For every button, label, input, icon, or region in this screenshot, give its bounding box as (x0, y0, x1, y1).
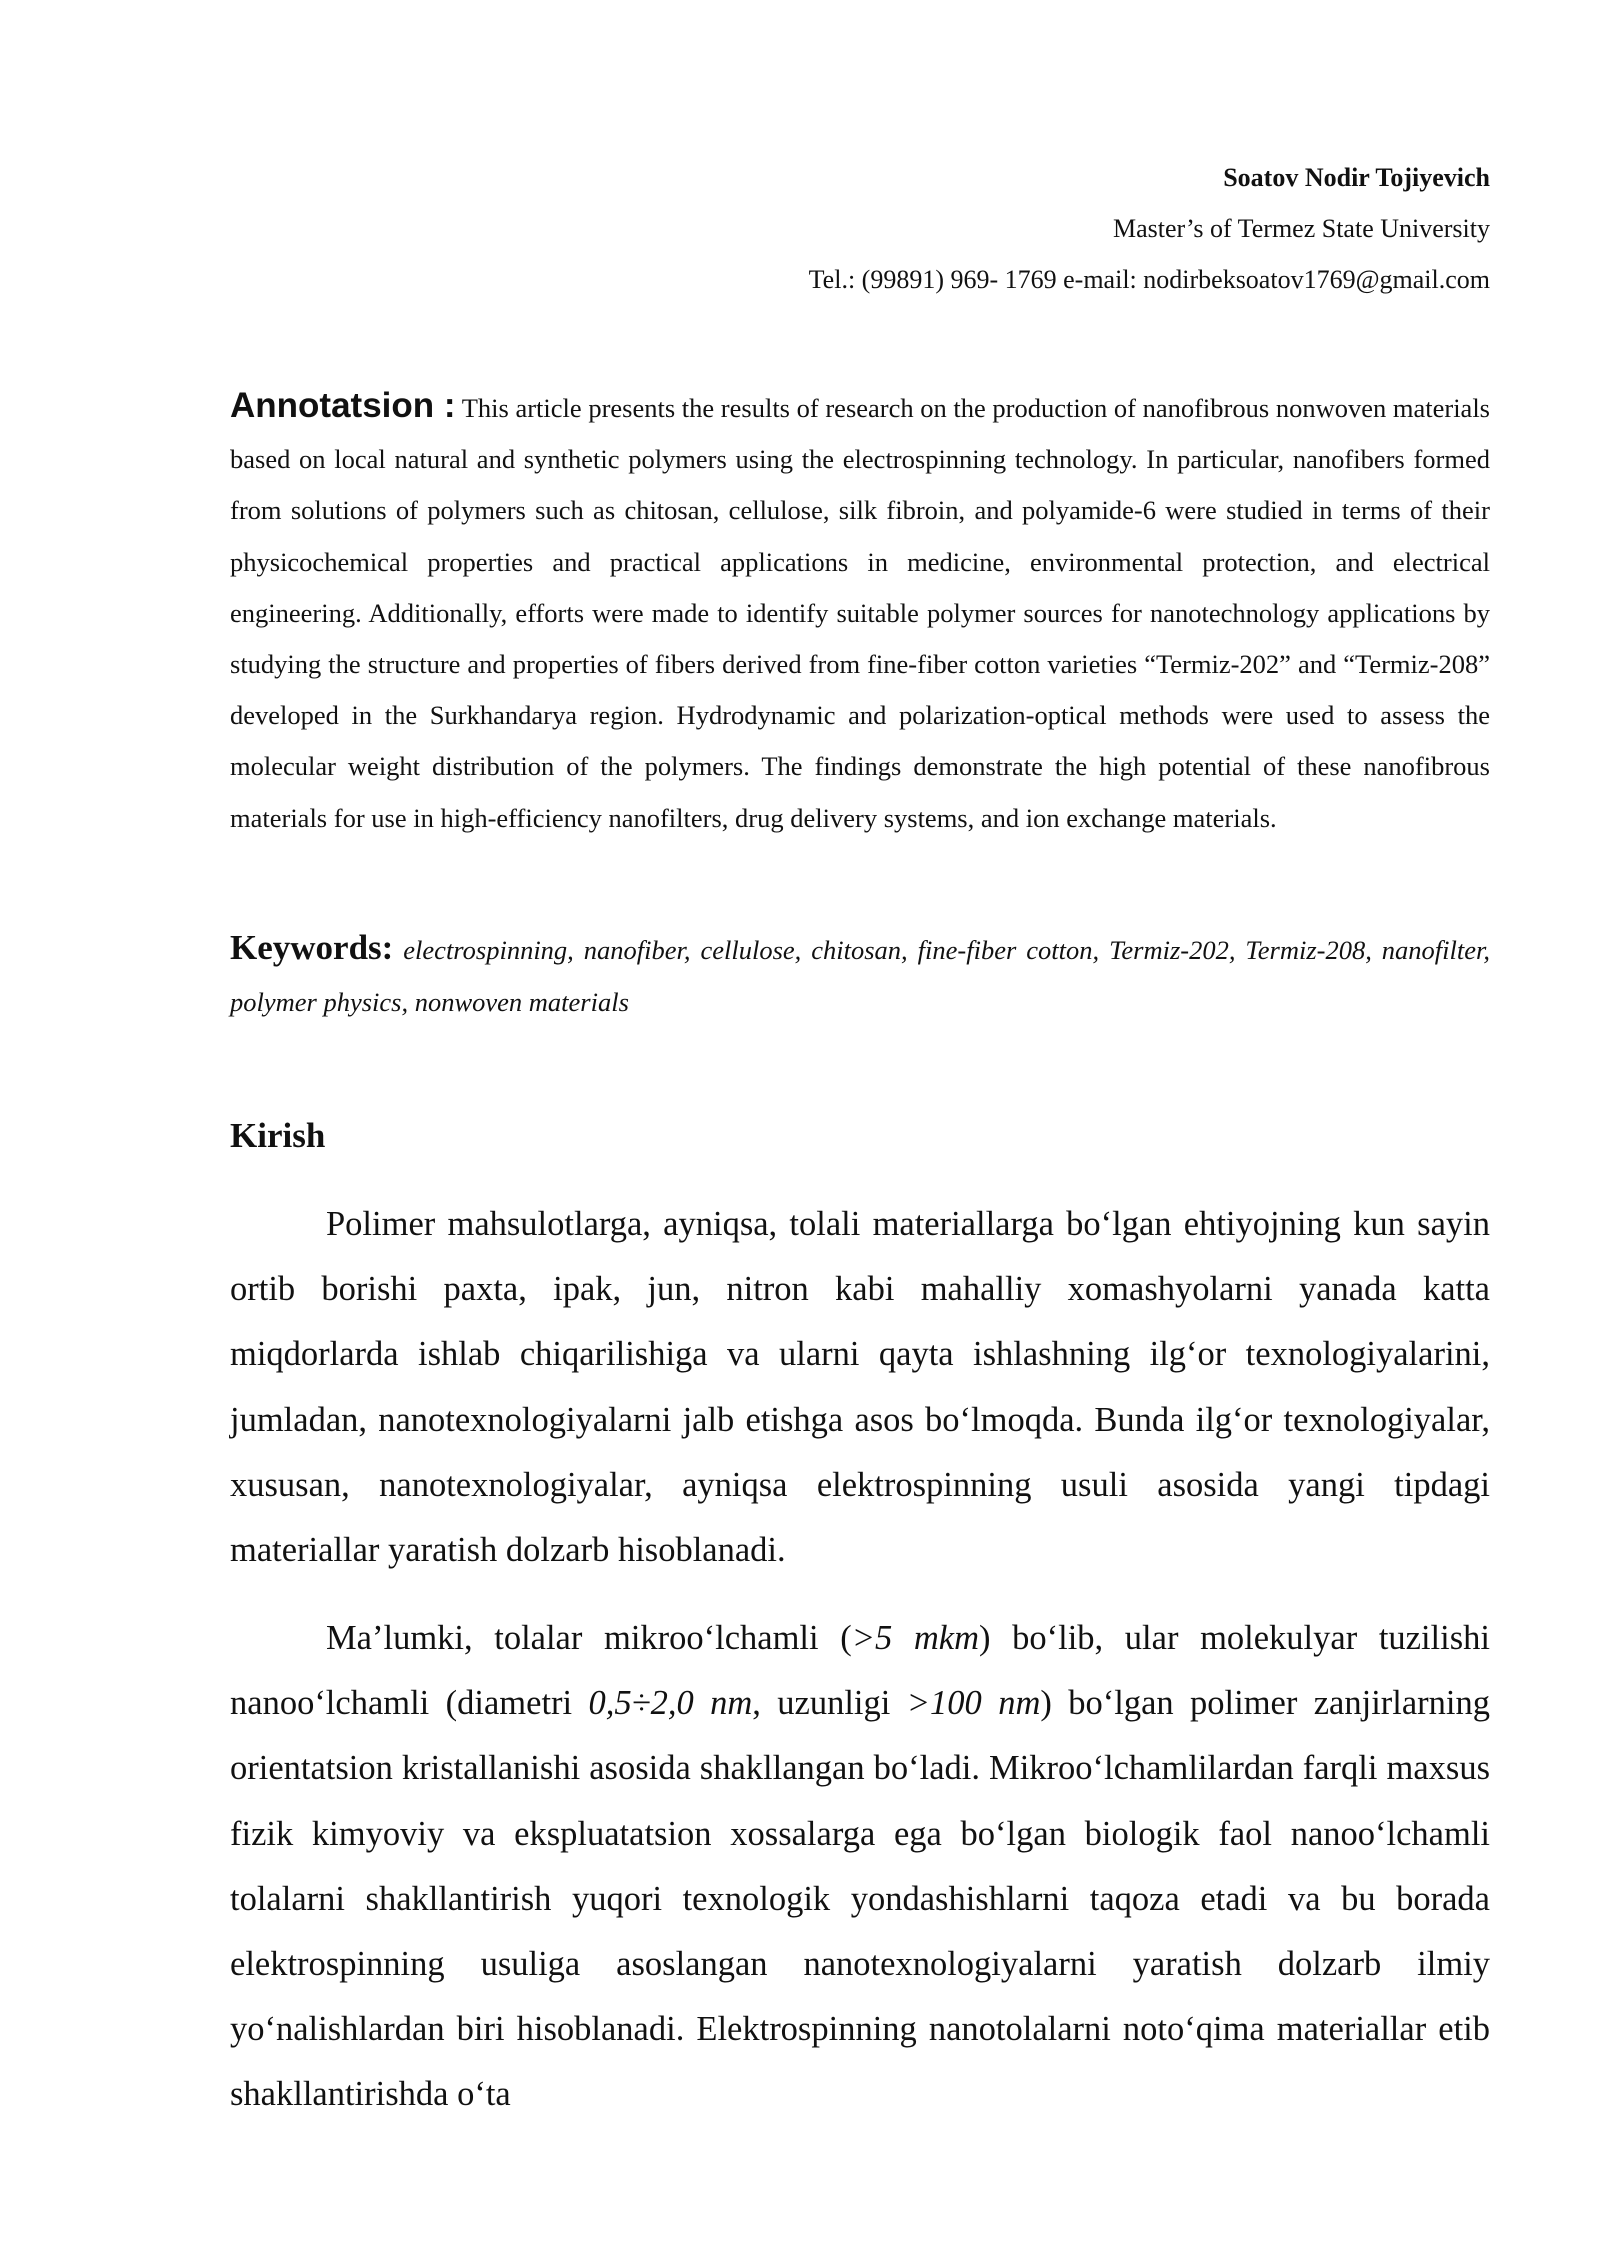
p2-text-2: ) bo‘lib, ular molekulyar tuzilishi nanoo‘lchamli (diametri (230, 1619, 1490, 1723)
author-affiliation: Master’s of Termez State University (1112, 214, 1490, 243)
p2-value-length: >100 nm (906, 1684, 1041, 1723)
author-name: Soatov Nodir Tojiyevich (1223, 163, 1490, 192)
p2-value-diameter: 0,5÷2,0 nm (588, 1684, 753, 1723)
abstract-text: This article presents the results of research on the production of nanofibrous nonwoven materials based on local natural and synthetic polymers using the electrospinning technology. In particular, nanofibers formed from solutions of polymers such as chitosan, cellulose, silk fibroin, and polyamide-6 were studied in terms of their physicochemical properties and practical applications in medicine, environmental protection, and electrical engineering. Additionally, efforts were made to identify suitable polymer sources for nanotechnology applications by studying the structure and properties of fibers derived from fine-fiber cotton varieties “Termiz-202” and “Termiz-208” developed in the Surkhandarya region. Hydrodynamic and polarization-optical methods were used to assess the molecular weight distribution of the polymers. The findings demonstrate the high potential of these nanofibrous materials for use in high-efficiency nanofilters, drug delivery systems, and ion exchange materials. (230, 393, 1490, 833)
body-paragraph-2 (230, 1606, 1490, 2128)
section-title: Kirish (230, 1116, 326, 1155)
abstract (230, 380, 1490, 844)
p2-value-size: >5 mkm (851, 1619, 980, 1657)
abstract-label: Annotatsion : (230, 386, 456, 425)
p2-text-3: , uzunligi (752, 1684, 907, 1723)
keywords-text: electrospinning, nanofiber, cellulose, chitosan, fine-fiber cotton, Termiz-202, Termiz-208, nanofilter, polymer physics, nonwoven materials (230, 935, 1491, 1017)
author-contact: Tel.: (99891) 969- 1769 e-mail: nodirbeksoatov1769@gmail.com (808, 265, 1490, 294)
author-block (809, 152, 1490, 305)
p2-text-1: Ma’lumki, tolalar mikroo‘lchamli ( (326, 1619, 852, 1657)
body-paragraph-1: Polimer mahsulotlarga, ayniqsa, tolali materiallarga bo‘lgan ehtiyojning kun sayin ortib borishi paxta, ipak, jun, nitron kabi mahalliy xomashyolarni yanada katta miqdorlarda ishlab chiqarilishiga va ularni qayta ishlashning ilg‘or texnologiyalarini, jumladan, nanotexnologiyalarni jalb etishga asos bo‘lmoqda. Bunda ilg‘or texnologiyalar, xususan, nanotexnologiyalar, ayniqsa elektrospinning usuli asosida yangi tipdagi materiallar yaratish dolzarb hisoblanadi. (230, 1205, 1490, 1570)
keywords-label: Keywords: (230, 928, 394, 967)
keywords (230, 922, 1490, 1028)
p2-text-4: ) bo‘lgan polimer zanjirlarning orientatsion kristallanishi asosida shakllangan bo‘ladi. Mikroo‘lchamlilardan farqli maxsus fizik kimyoviy va ekspluatatsion xossalarga ega bo‘lgan biologik faol nanoo‘lchamli tolalarni shakllantirish yuqori texnologik yondashishlarni taqoza etadi va bu borada elektrospinning usuliga asoslangan nanotexnologiyalarni yaratish dolzarb ilmiy yo‘nalishlardan biri hisoblanadi. Elektrospinning nanotolalarni noto‘qima materiallar etib shakllantirishda o‘ta (230, 1684, 1490, 2114)
